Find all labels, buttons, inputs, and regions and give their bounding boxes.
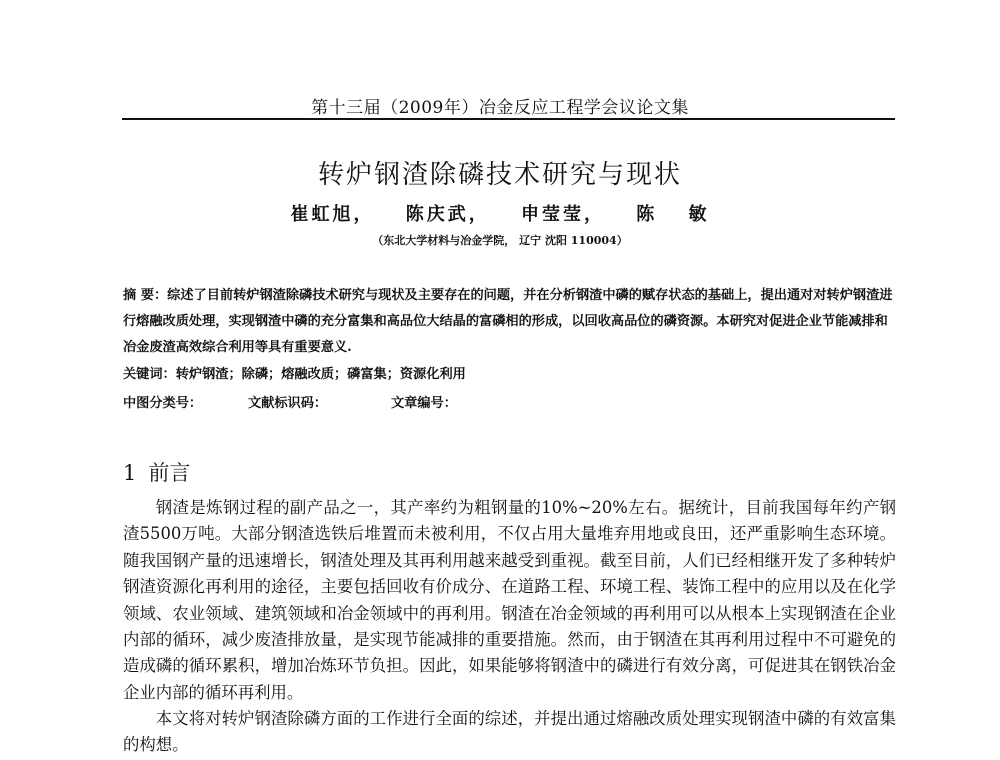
body-paragraph: 钢渣是炼钢过程的副产品之一，其产率约为粗钢量的10%~20%左右。据统计，目前我国每年约产钢渣5500万吨。大部分钢渣选铁后堆置而未被利用，不仅占用大量堆弃用地或良田，还严重影响生态环境。随我国钢产量的迅速增长，钢渣处理及其再利用越来越受到重视。截至目前，人们已经相继开发了多种转炉钢渣资源化再利用的途径，主要包括回收有价成分、在道路工程、环境工程、装饰工程中的应用以及在化学领域、农业领域、建筑领域和冶金领域中的再利用。钢渣在冶金领域的再利用可以从根本上实现钢渣在企业内部的循环，减少废渣排放量，是实现节能减排的重要措施。然而，由于钢渣在其再利用过程中不可避免的造成磷的循环累积，增加冶炼环节负担。因此，如果能够将钢渣中的磷进行有效分离，可促进其在钢铁冶金企业内部的循环再利用。 [123,498,896,702]
paper-title: 转炉钢渣除磷技术研究与现状 [317,160,682,190]
abstract-text: 综述了目前转炉钢渣除磷技术研究与现状及主要存在的问题，并在分析钢渣中磷的赋存状态的基础上，提出通对对转炉钢渣进行熔融改质处理，实现钢渣中磷的充分富集和高品位大结晶的富磷相的形成，以回收高品位的磷资源。本研究对促进企业节能减排和冶金废渣高效综合利用等具有重要意义. [123,288,893,355]
clc-label: 中图分类号： [123,396,203,411]
abstract [123,283,896,361]
body-paragraph: 本文将对转炉钢渣除磷方面的工作进行全面的综述，并提出通过熔融改质处理实现钢渣中磷的有效富集的构想。 [123,709,896,755]
doc-code-label: 文献标识码： [248,396,328,411]
paper-authors: 崔虹旭， 陈庆武， 申莹莹， 陈 敏 [290,204,710,225]
keywords-text: 转炉钢渣；除磷；熔融改质；磷富集；资源化利用 [175,367,466,382]
section-number: 1 [123,461,137,485]
classification-line [123,392,896,411]
paper-affiliation: （东北大学材料与冶金学院， 辽宁 沈阳 110004） [372,234,628,247]
header-rule [122,118,895,120]
keywords-label: 关键词： [123,367,176,382]
keywords [123,363,896,382]
section-heading [123,457,190,487]
running-header: 第十三届（2009年）冶金反应工程学会议论文集 [311,98,689,118]
abstract-label: 摘 要： [123,288,168,303]
article-no-label: 文章编号： [391,396,457,411]
section-title: 前言 [148,461,191,485]
